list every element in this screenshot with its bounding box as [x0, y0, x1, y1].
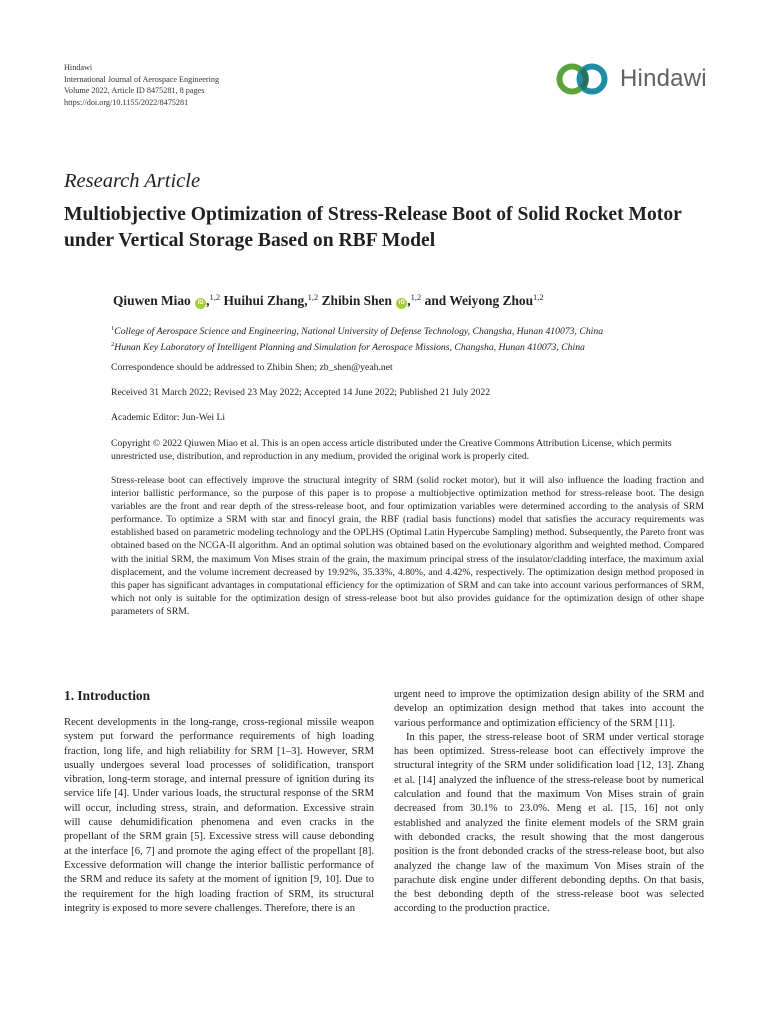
author-affiliation-mark: 1,2 — [307, 292, 319, 302]
paragraph: Recent developments in the long-range, cross-regional missile weapon system put forward the performance requirements of high loading fraction, long life, and high reliability for SRM [1–3]. However, SRM usually undergoes several load processes of solidification, transport vibration, long-term storage, and internal pressure of ignition during its service life [4]. Under various loads, the structural response of the SRM will occur, including stress, strain, and deformation. Excessive strain will cause dehumidification phenomena and even cracks in the propellant of the SRM grain [5]. Excessive stress will cause debonding at the interface [6, 7] and promote the aging effect of the propellant [8]. Excessive deformation will change the interior ballistic performance of the SRM and reduce its safety at the moment of ignition [9, 10]. Due to the requirement for the high loading fraction of SRM, its structural integrity is exposed to more severe challenges. Therefore, there is an — [64, 717, 374, 914]
article-title: Multiobjective Optimization of Stress-Release Boot of Solid Rocket Motor under Vertical Storage Based on RBF Model — [64, 204, 682, 251]
publisher-name: Hindawi — [64, 63, 93, 72]
abstract: Stress-release boot can effectively improve the structural integrity of SRM (solid rocket motor), but it will also influence the loading fraction and interior ballistic performance, so the purpose of this paper is to propose a multiobjective optimization method for stress-release boot. The design variables are the front and rear depth of the stress-release boot, and four optimization variables were determined according to the analysis of SRM performance. To optimize a SRM with star and finocyl grain, the RBF (radial basis functions) model that satisfies the accuracy requirements was established based on parametric modeling technology and the OPLHS (Optimal Latin Hypercube Sampling) method. Subsequently, the Pareto front was obtained based on the NCGA-II algorithm. And an optimal solution was obtained based on the evolutionary algorithm and weighted method. Compared with the initial SRM, the maximum Von Mises strain of the grain, the maximum principal stress of the insulator/cladding interface, the maximum axial displacement, and the volume increment decreased by 19.92%, 35.33%, 4.80%, and 4.42%, respectively. The optimization design method proposed in this paper has significant advantages in computational efficiency for the optimization of SRM and can take into account various performances of SRM, which not only is suitable for the optimization design of stress-release boot but also provides guidance for the optimization design of other shape parameters of SRM. — [111, 475, 704, 617]
volume-info: Volume 2022, Article ID 8475281, 8 pages — [64, 86, 205, 96]
author-list: Qiuwen Miao iD ,$^{1,2}$ Huihui Zhang,$^{1,2}$ Zhibin Shen iD ,$^{1,2}$ and Weiyong Zhou$^{1,2}$ — [113, 292, 544, 308]
author-name[interactable]: Weiyong Zhou — [449, 293, 534, 308]
journal-meta — [64, 62, 219, 108]
paragraph: In this paper, the stress-release boot of SRM under vertical storage has been optimized. Stress-release boot can effectively improve the structural integrity of the SRM under solidification load [12, 13]. Zhang et al. [14] analyzed the influence of the stress-release boot by numerical calculation and found that the maximum Von Mises strain of grain decreased from 30.1% to 23.0%. Meng et al. [15, 16] not only established and analyzed the finite element models of the SRM grain with debonded cracks, the result showing that the most dangerous position is the front debonded cracks of the stress-release boot, but also analyzed the change law of the maximum Von Mises strain of the parachute disk engine under different debonding depths. On that basis, the best debonding depth of the stress-release boot was selected according to the production practice. — [394, 731, 704, 915]
affiliation-text: College of Aerospace Science and Engineering, National University of Defense Technology, Changsha, Hunan 410073, China — [114, 326, 604, 337]
doi-link[interactable]: https://doi.org/10.1155/2022/8475281 — [64, 97, 189, 107]
author-name[interactable]: Huihui Zhang — [223, 293, 305, 308]
hindawi-logo — [556, 63, 707, 95]
orcid-icon[interactable]: iD — [195, 298, 206, 309]
author-affiliation-mark: 1,2 — [209, 292, 221, 302]
logo-text: Hindawi — [620, 65, 707, 92]
author-affiliation-mark: 1,2 — [533, 292, 544, 302]
affiliation-number: 2 — [111, 341, 115, 349]
article-type: Research Article — [64, 170, 201, 192]
author-conjunction: and — [424, 293, 447, 308]
left-column — [64, 716, 374, 916]
author-affiliation-mark: 1,2 — [410, 292, 422, 302]
author-name[interactable]: Qiuwen Miao — [113, 293, 191, 308]
paragraph: urgent need to improve the optimization design ability of the SRM and develop an optimization design method that takes into account the various performance and optimization efficiency of the SRM [11]. — [394, 689, 704, 729]
academic-editor: Academic Editor: Jun-Wei Li — [111, 412, 226, 423]
journal-name: International Journal of Aerospace Engineering — [64, 74, 220, 84]
right-column — [394, 688, 704, 917]
affiliation-text: Hunan Key Laboratory of Intelligent Planning and Simulation for Aerospace Missions, Changsha, Hunan 410073, China — [114, 342, 585, 354]
correspondence: Correspondence should be addressed to Zhibin Shen; zb_shen@yeah.net — [111, 362, 393, 373]
author-name[interactable]: Zhibin Shen — [321, 293, 392, 308]
orcid-icon[interactable]: iD — [396, 298, 407, 309]
section-heading: 1. Introduction — [64, 688, 151, 703]
affiliation-item — [111, 322, 603, 338]
hindawi-logo-icon — [556, 63, 618, 95]
affiliation-item — [111, 338, 603, 354]
copyright-notice: Copyright © 2022 Qiuwen Miao et al. This is an open access article distributed under the Creative Commons Attribution License, which permits unrestricted use, distribution, and reproduction in any medium, provided the original work is properly cited. — [111, 438, 672, 463]
affiliation-number: 1 — [111, 325, 115, 332]
affiliations — [111, 322, 603, 355]
article-dates: Received 31 March 2022; Revised 23 May 2022; Accepted 14 June 2022; Published 21 July 2022 — [111, 387, 491, 398]
